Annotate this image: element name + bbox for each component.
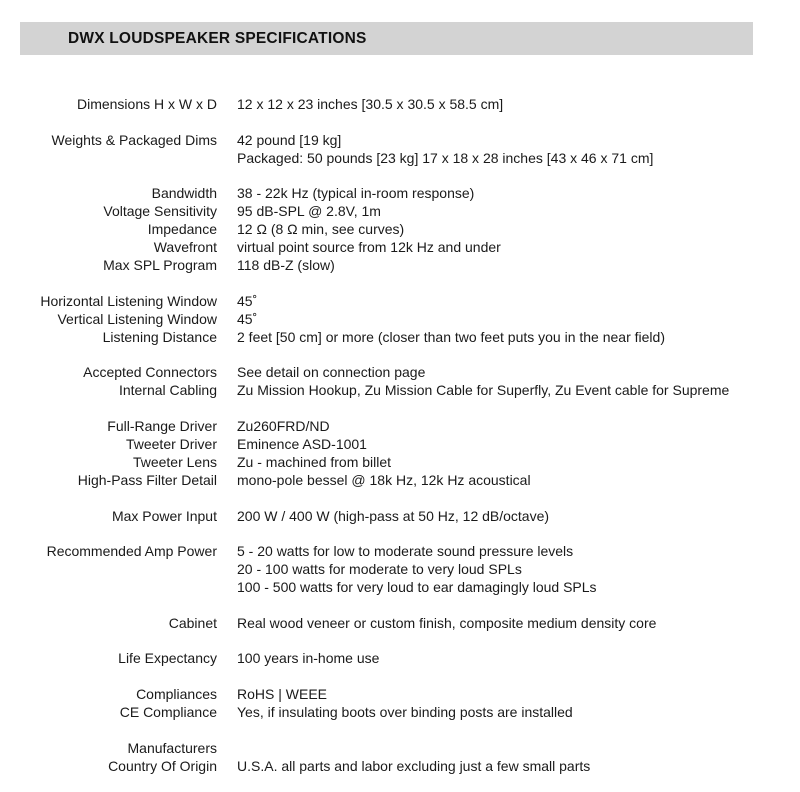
spec-row [0, 220, 800, 238]
spec-value: Real wood veneer or custom finish, composite medium density core [237, 614, 657, 631]
spec-row [0, 542, 800, 560]
spec-value: Packaged: 50 pounds [23 kg] 17 x 18 x 28 inches [43 x 46 x 71 cm] [237, 149, 654, 166]
spec-group [0, 417, 800, 489]
spec-value: 45˚ [237, 292, 258, 309]
spec-value: Zu260FRD/ND [237, 417, 330, 434]
spec-row [0, 363, 800, 381]
spec-label: Listening Distance [102, 328, 217, 345]
spec-group [0, 614, 800, 632]
spec-value: RoHS | WEEE [237, 685, 327, 702]
spec-value: 42 pound [19 kg] [237, 131, 342, 148]
spec-group [0, 649, 800, 667]
spec-label [0, 578, 237, 596]
spec-row [0, 614, 800, 632]
page-title: DWX LOUDSPEAKER SPECIFICATIONS [68, 30, 367, 47]
spec-row [0, 328, 800, 346]
spec-label: Manufacturers [127, 739, 217, 756]
spec-label: Country Of Origin [108, 757, 217, 774]
spec-group [0, 507, 800, 525]
spec-label: Recommended Amp Power [46, 543, 217, 560]
spec-label: Internal Cabling [118, 382, 217, 399]
spec-row [0, 417, 800, 435]
spec-row [0, 292, 800, 310]
spec-row [0, 238, 800, 256]
spec-value: 118 dB-Z (slow) [237, 257, 335, 274]
spec-row [0, 149, 800, 167]
spec-label: Wavefront [153, 239, 217, 256]
spec-label: Dimensions H x W x D [76, 96, 217, 112]
spec-value: 12 Ω (8 Ω min, see curves) [237, 221, 405, 238]
spec-value: Eminence ASD-1001 [237, 435, 367, 452]
spec-label: Bandwidth [151, 185, 217, 202]
spec-group [0, 292, 800, 346]
spec-value: 95 dB-SPL @ 2.8V, 1m [237, 203, 381, 220]
spec-label: CE Compliance [119, 703, 217, 720]
spec-group [0, 184, 800, 274]
spec-label: Compliances [136, 685, 217, 702]
spec-group [0, 131, 800, 167]
spec-row [0, 507, 800, 525]
spec-label [0, 560, 237, 578]
spec-value: Zu Mission Hookup, Zu Mission Cable for Superfly, Zu Event cable for Supreme [237, 382, 730, 399]
spec-value: 100 years in-home use [237, 650, 380, 667]
spec-label: Vertical Listening Window [57, 310, 217, 327]
spec-row [0, 131, 800, 149]
spec-group [0, 95, 800, 113]
spec-row [0, 310, 800, 328]
spec-value: Zu - machined from billet [237, 453, 392, 470]
spec-row [0, 649, 800, 667]
spec-group [0, 685, 800, 721]
spec-value: 5 - 20 watts for low to moderate sound pressure levels [237, 543, 574, 560]
header-bar [20, 22, 753, 55]
spec-label: Weights & Packaged Dims [51, 131, 217, 148]
spec-value: 12 x 12 x 23 inches [30.5 x 30.5 x 58.5 cm] [237, 96, 504, 112]
spec-group [0, 739, 800, 775]
spec-value: 200 W / 400 W (high-pass at 50 Hz, 12 dB/octave) [237, 507, 550, 524]
spec-row [0, 703, 800, 721]
spec-row [0, 435, 800, 453]
spec-value: Yes, if insulating boots over binding posts are installed [237, 703, 573, 720]
spec-row [0, 560, 800, 578]
spec-label: Horizontal Listening Window [40, 292, 217, 309]
spec-label: Tweeter Driver [125, 435, 217, 452]
spec-label: High-Pass Filter Detail [77, 471, 217, 488]
spec-label: Accepted Connectors [83, 364, 217, 381]
spec-label: Full-Range Driver [107, 417, 217, 434]
spec-row [0, 256, 800, 274]
spec-value: 100 - 500 watts for very loud to ear damagingly loud SPLs [237, 579, 597, 596]
spec-value: 20 - 100 watts for moderate to very loud SPLs [237, 561, 522, 578]
spec-value: mono-pole bessel @ 18k Hz, 12k Hz acoustical [237, 471, 531, 488]
spec-label: Voltage Sensitivity [103, 203, 217, 220]
spec-value: virtual point source from 12k Hz and under [237, 239, 501, 256]
spec-row [0, 685, 800, 703]
spec-value: 2 feet [50 cm] or more (closer than two feet puts you in the near field) [237, 328, 665, 345]
spec-value [237, 739, 800, 757]
spec-label: Impedance [147, 221, 217, 238]
spec-label [0, 149, 237, 167]
spec-row [0, 95, 800, 113]
spec-table [0, 95, 800, 792]
spec-row [0, 184, 800, 202]
spec-value: See detail on connection page [237, 364, 426, 381]
spec-label: Tweeter Lens [132, 453, 217, 470]
spec-value: U.S.A. all parts and labor excluding just a few small parts [237, 757, 591, 774]
spec-row [0, 202, 800, 220]
spec-group [0, 363, 800, 399]
spec-row [0, 381, 800, 399]
spec-row [0, 453, 800, 471]
spec-label: Max Power Input [111, 507, 217, 524]
spec-label: Life Expectancy [118, 650, 217, 667]
spec-label: Cabinet [168, 614, 217, 631]
spec-row [0, 757, 800, 775]
spec-group [0, 542, 800, 596]
spec-value: 45˚ [237, 310, 258, 327]
spec-row [0, 471, 800, 489]
spec-row [0, 739, 800, 757]
spec-label: Max SPL Program [103, 257, 217, 274]
spec-row [0, 578, 800, 596]
spec-value: 38 - 22k Hz (typical in-room response) [237, 185, 475, 202]
